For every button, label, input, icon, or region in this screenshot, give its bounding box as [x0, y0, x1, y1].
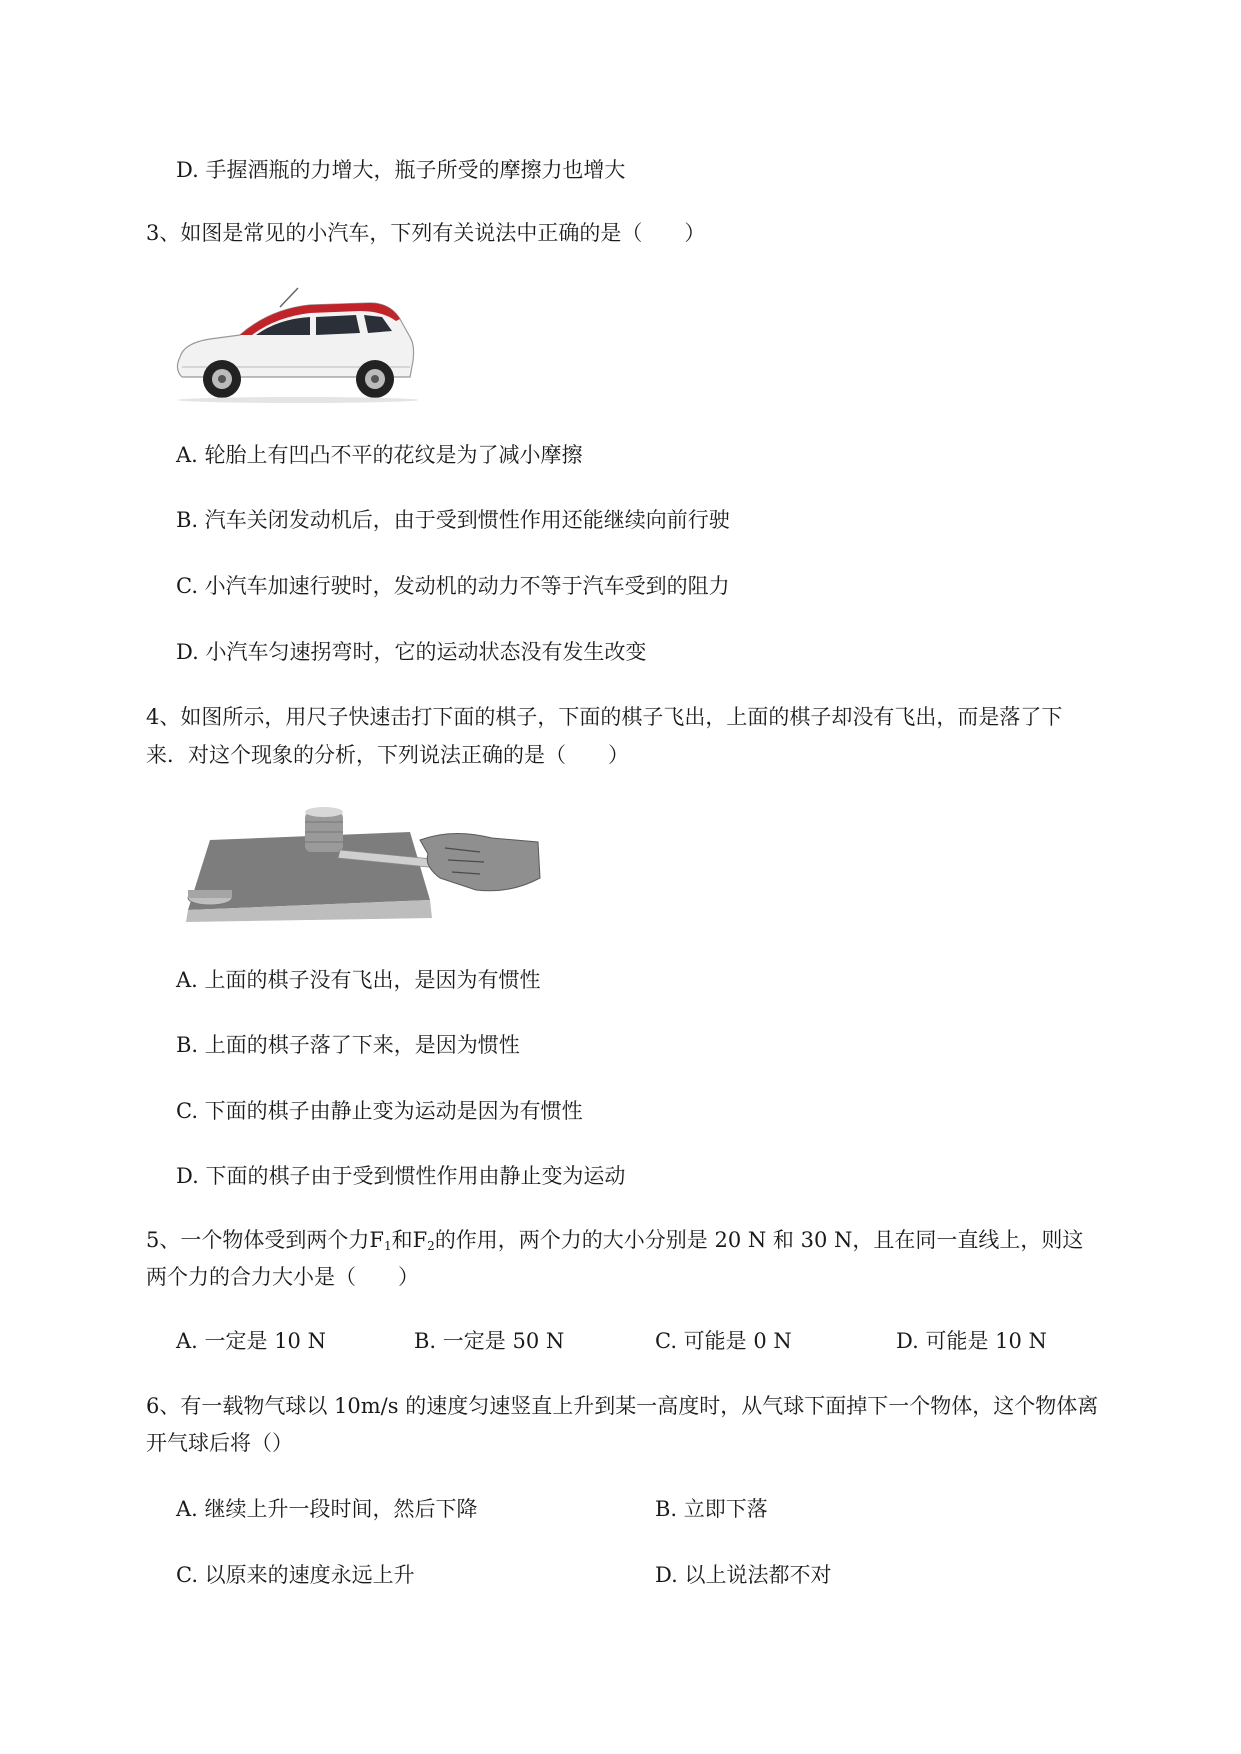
- q3-option-c: C. 小汽车加速行驶时，发动机的动力不等于汽车受到的阻力: [176, 574, 730, 598]
- q6-option-a: A. 继续上升一段时间，然后下降: [176, 1497, 478, 1521]
- force-subscript-1: 1: [383, 1239, 392, 1253]
- q4-stem-line1: 4、如图所示，用尺子快速击打下面的棋子，下面的棋子飞出，上面的棋子却没有飞出，而是落了下: [146, 705, 1063, 729]
- q6-stem-line2: 开气球后将（）: [146, 1431, 293, 1455]
- q4-option-b: B. 上面的棋子落了下来，是因为惯性: [176, 1033, 520, 1057]
- q5-stem-a: 5、一个物体受到两个力: [146, 1228, 370, 1252]
- force-symbol: F: [412, 1228, 428, 1252]
- car-illustration: [170, 285, 430, 405]
- q5-stem-b: 的作用，两个力的大小分别是 20 N 和 30 N，且在同一直线上，则这: [434, 1228, 1084, 1252]
- force-symbol: F: [369, 1228, 384, 1252]
- chess-pieces-ruler-illustration: [180, 800, 550, 930]
- q5-and: 和: [391, 1228, 413, 1252]
- q6-stem-line1: 6、有一载物气球以 10m/s 的速度匀速竖直上升到某一高度时，从气球下面掉下一个物体，这个物体离: [146, 1394, 1099, 1418]
- q3-option-d: D. 小汽车匀速拐弯时，它的运动状态没有发生改变: [176, 640, 647, 664]
- q5-option-d: D. 可能是 10 N: [896, 1329, 1047, 1353]
- q3-option-b: B. 汽车关闭发动机后，由于受到惯性作用还能继续向前行驶: [176, 508, 730, 532]
- force-subscript-2: 2: [427, 1239, 435, 1253]
- q3-option-a: A. 轮胎上有凹凸不平的花纹是为了减小摩擦: [176, 443, 583, 467]
- q5-option-a: A. 一定是 10 N: [176, 1329, 326, 1353]
- q6-option-b: B. 立即下落: [655, 1497, 768, 1521]
- q5-stem-line1: [146, 1225, 1146, 1261]
- q6-option-c: C. 以原来的速度永远上升: [176, 1563, 415, 1587]
- q6-option-d: D. 以上说法都不对: [655, 1563, 832, 1587]
- q4-stem-line2: 来．对这个现象的分析，下列说法正确的是（ ）: [146, 743, 629, 767]
- q5-option-b: B. 一定是 50 N: [414, 1329, 565, 1353]
- q2-option-d: D. 手握酒瓶的力增大，瓶子所受的摩擦力也增大: [176, 158, 626, 182]
- q5-option-c: C. 可能是 0 N: [655, 1329, 792, 1353]
- q3-stem: 3、如图是常见的小汽车，下列有关说法中正确的是（ ）: [146, 221, 706, 245]
- q5-stem-line2: 两个力的合力大小是（ ）: [146, 1265, 419, 1289]
- q4-option-c: C. 下面的棋子由静止变为运动是因为有惯性: [176, 1099, 583, 1123]
- q4-option-d: D. 下面的棋子由于受到惯性作用由静止变为运动: [176, 1164, 626, 1188]
- q4-option-a: A. 上面的棋子没有飞出，是因为有惯性: [176, 968, 541, 992]
